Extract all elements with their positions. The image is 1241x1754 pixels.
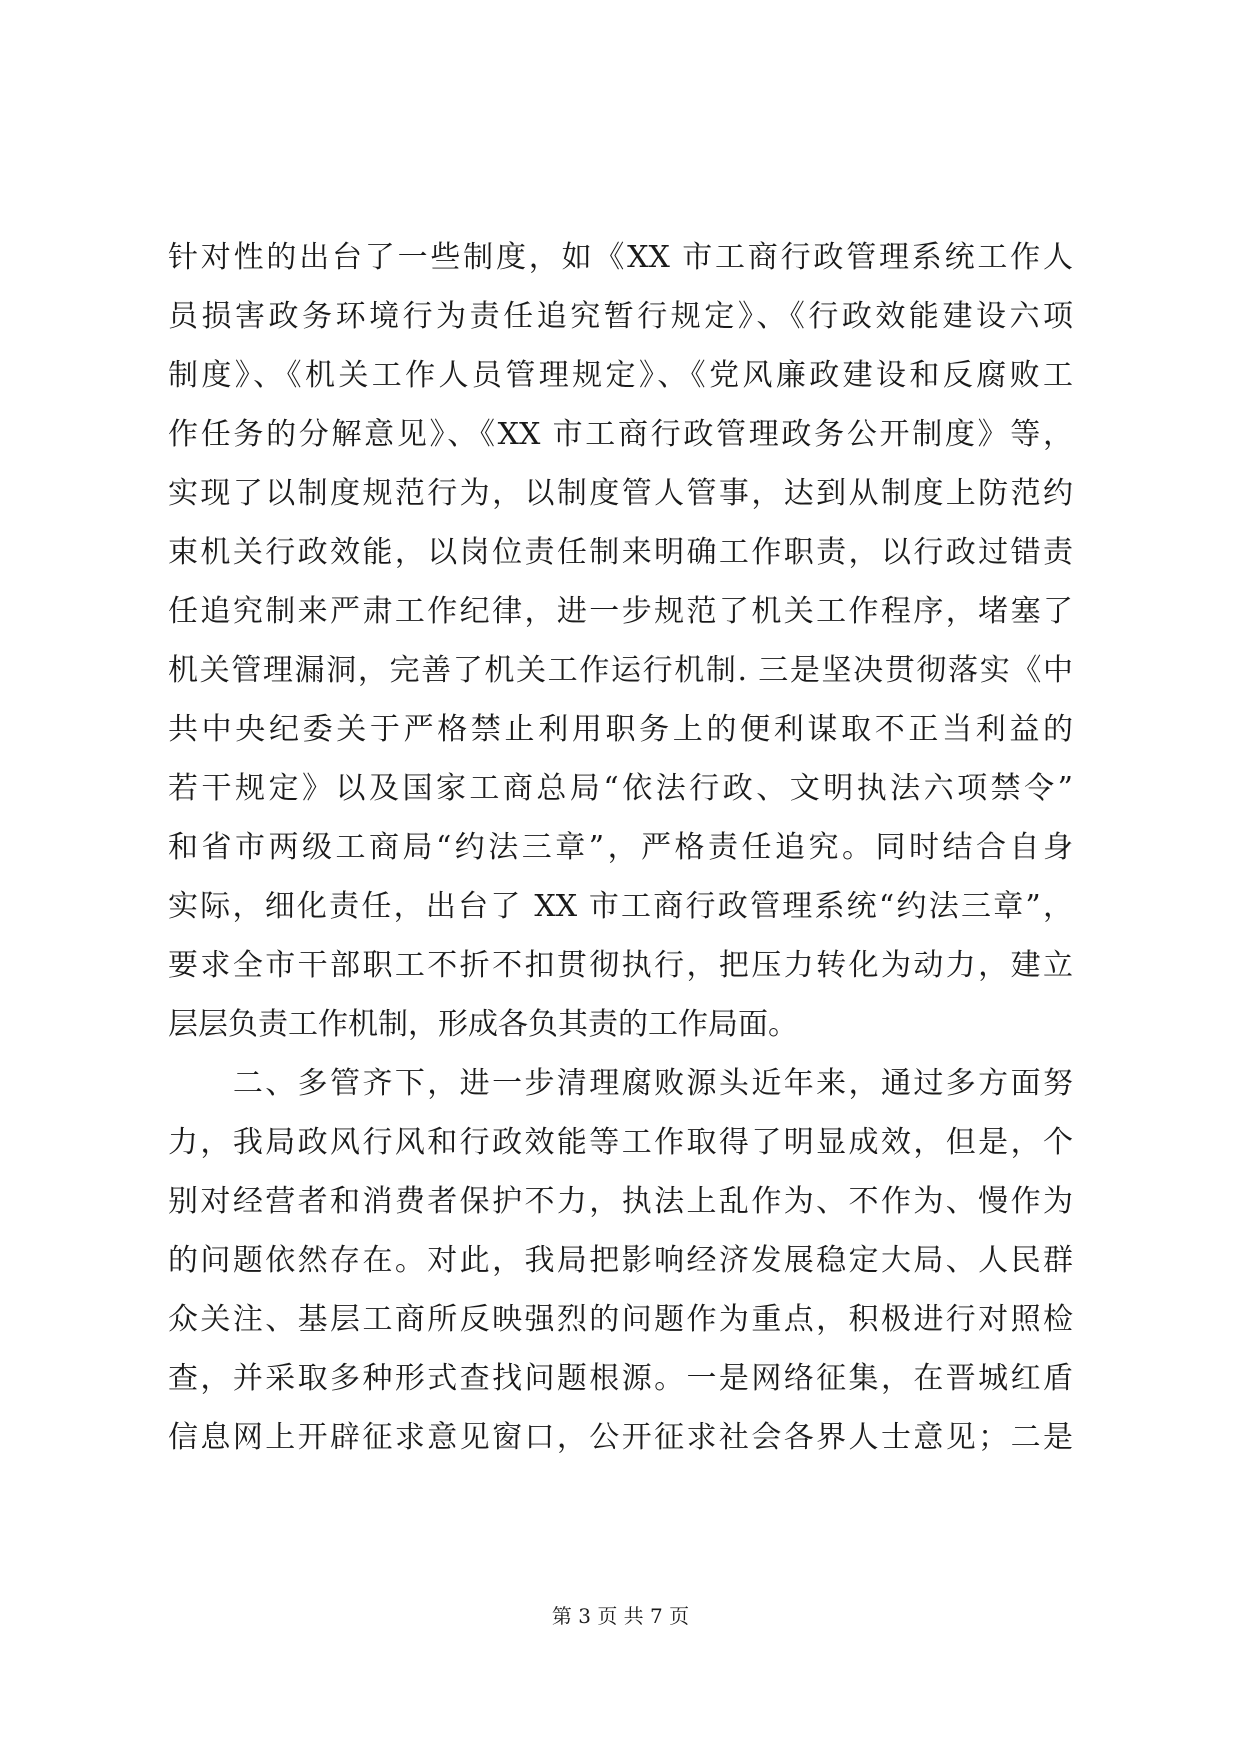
text-line: 的问题依然存在。对此，我局把影响经济发展稳定大局、人民群 — [168, 1243, 1073, 1278]
text-line: 要求全市干部职工不折不扣贯彻执行，把压力转化为动力，建立 — [168, 948, 1073, 983]
text-line: 层层负责工作机制，形成各负其责的工作局面。 — [168, 1007, 798, 1042]
text-line: 众关注、基层工商所反映强烈的问题作为重点，积极进行对照检 — [168, 1302, 1073, 1337]
text-line: 束机关行政效能，以岗位责任制来明确工作职责，以行政过错责 — [168, 535, 1073, 570]
text-line: 机关管理漏洞，完善了机关工作运行机制. 三是坚决贯彻落实《中 — [168, 653, 1073, 688]
text-line: 任追究制来严肃工作纪律，进一步规范了机关工作程序，堵塞了 — [168, 594, 1073, 629]
text-line: 力，我局政风行风和行政效能等工作取得了明显成效，但是，个 — [168, 1125, 1073, 1160]
text-line: 若干规定》以及国家工商总局“依法行政、文明执法六项禁令” — [168, 771, 1073, 806]
text-line: 实现了以制度规范行为，以制度管人管事，达到从制度上防范约 — [168, 476, 1073, 511]
page-number-label: 第 3 页 共 7 页 — [551, 1604, 690, 1628]
text-line: 作任务的分解意见》、《XX 市工商行政管理政务公开制度》等， — [168, 417, 1073, 452]
text-line: 制度》、《机关工作人员管理规定》、《党风廉政建设和反腐败工 — [168, 358, 1073, 393]
text-line: 信息网上开辟征求意见窗口，公开征求社会各界人士意见；二是 — [168, 1420, 1073, 1455]
text-line: 和省市两级工商局“约法三章”，严格责任追究。同时结合自身 — [168, 830, 1073, 865]
page-footer — [0, 1602, 1241, 1630]
text-line: 共中央纪委关于严格禁止利用职务上的便利谋取不正当利益的 — [168, 712, 1073, 747]
text-line: 二、多管齐下，进一步清理腐败源头近年来，通过多方面努 — [168, 1066, 1073, 1101]
text-line: 实际，细化责任，出台了 XX 市工商行政管理系统“约法三章”， — [168, 889, 1073, 924]
text-line: 查，并采取多种形式查找问题根源。一是网络征集，在晋城红盾 — [168, 1361, 1073, 1396]
text-line: 别对经营者和消费者保护不力，执法上乱作为、不作为、慢作为 — [168, 1184, 1073, 1219]
text-line: 员损害政务环境行为责任追究暂行规定》、《行政效能建设六项 — [168, 299, 1073, 334]
body-text — [168, 228, 1073, 1467]
text-line: 针对性的出台了一些制度，如《XX 市工商行政管理系统工作人 — [168, 240, 1073, 275]
